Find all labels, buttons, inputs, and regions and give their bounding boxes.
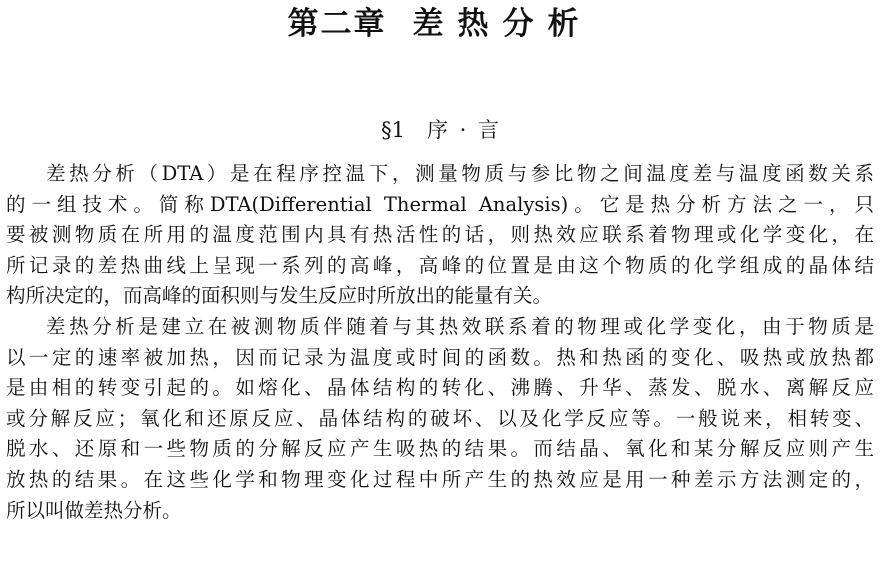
text-line: 差热分析（DTA）是在程序控温下，测量物质与参比物之间温度差与温度函数关系 [46, 162, 874, 185]
text-line: 要被测物质在所用的温度范围内具有热活性的话，则热效应联系着物理或化学变化，在 [6, 223, 874, 247]
section-title-part1: 序 [426, 118, 448, 142]
chapter-number: 第二章 [287, 6, 387, 42]
text-line: 差热分析是建立在被测物质伴随着与其热效联系着的物理或化学变化，由于物质是 [46, 314, 874, 338]
text-line: 放热的结果。在这些化学和物理变化过程中所产生的热效应是用一种差示方法测定的， [6, 467, 874, 491]
text-line: 或分解反应；氧化和还原反应、晶体结构的破坏、以及化学反应等。一般说来，相转变、 [6, 406, 874, 430]
chapter-name: 差热分析 [412, 6, 593, 42]
chapter-title [0, 2, 880, 46]
text-line: 是由相的转变引起的。如熔化、晶体结构的转化、沸腾、升华、蒸发、脱水、离解反应 [6, 376, 874, 400]
text-line: 的一组技术。简称DTA(Differential Thermal Analysis)。它是热分析方法之一，只 [6, 192, 874, 216]
section-separator: · [459, 118, 467, 142]
body-text [6, 159, 874, 526]
text-line: 所记录的差热曲线上呈现一系列的高峰，高峰的位置是由这个物质的化学组成的晶体结 [6, 253, 874, 277]
section-mark: §1 [381, 118, 405, 142]
text-line: 所以叫做差热分析。 [6, 498, 182, 522]
paragraph-1 [6, 159, 874, 312]
paragraph-2 [6, 312, 874, 526]
section-heading [0, 113, 880, 147]
section-title-part2: 言 [477, 118, 499, 142]
text-line: 以一定的速率被加热，因而记录为温度或时间的函数。热和热函的变化、吸热或放热都 [6, 345, 874, 369]
text-line: 脱水、还原和一些物质的分解反应产生吸热的结果。而结晶、氧化和某分解反应则产生 [6, 437, 874, 461]
text-line: 构所决定的，而高峰的面积则与发生反应时所放出的能量有关。 [6, 284, 553, 308]
